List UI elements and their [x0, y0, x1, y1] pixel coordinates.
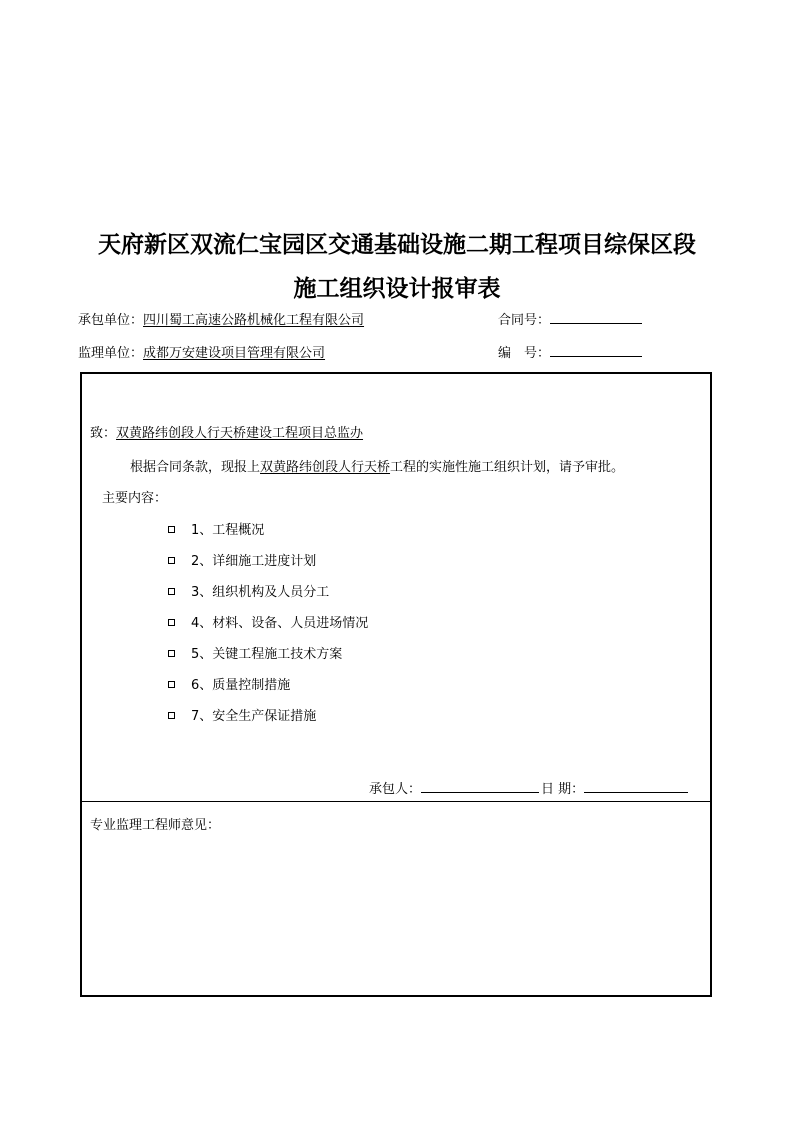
- to-value: 双黄路纬创段人行天桥建设工程项目总监办: [116, 426, 364, 441]
- contractor-value: 四川蜀工高速公路机械化工程有限公司: [143, 313, 365, 328]
- list-item: [168, 581, 329, 600]
- checkbox-icon[interactable]: [168, 712, 175, 719]
- contractor-label: 承包单位：: [78, 313, 144, 328]
- list-item: [168, 674, 290, 693]
- contract-no-label: 合同号：: [498, 313, 551, 328]
- contractor-row: [78, 309, 364, 328]
- list-item-label: 4、材料、设备、人员进场情况: [191, 616, 369, 631]
- form-title: 天府新区双流仁宝园区交通基础设施二期工程项目综保区段: [98, 231, 696, 258]
- body-project: 双黄路纬创段人行天桥: [260, 460, 391, 475]
- section-divider: [82, 801, 710, 802]
- form-subtitle: 施工组织设计报审表: [293, 275, 501, 302]
- list-item: [168, 550, 316, 569]
- checkbox-icon[interactable]: [168, 588, 175, 595]
- addressee-line: [90, 422, 363, 441]
- serial-no-field[interactable]: [550, 344, 642, 357]
- checkbox-icon[interactable]: [168, 526, 175, 533]
- checkbox-icon[interactable]: [168, 681, 175, 688]
- list-item: [168, 612, 368, 631]
- signature-row: [369, 778, 688, 797]
- checkbox-icon[interactable]: [168, 650, 175, 657]
- list-item-label: 7、安全生产保证措施: [191, 709, 317, 724]
- list-item-label: 2、详细施工进度计划: [191, 554, 317, 569]
- list-item: [168, 643, 342, 662]
- list-item-label: 6、质量控制措施: [191, 678, 291, 693]
- list-item-label: 1、工程概况: [191, 523, 265, 538]
- review-form-box: [80, 372, 712, 997]
- supervisor-row: [78, 342, 325, 361]
- to-label: 致：: [90, 426, 117, 441]
- main-content-label: 主要内容：: [102, 491, 168, 506]
- list-item-label: 3、组织机构及人员分工: [191, 585, 330, 600]
- body-suffix: 工程的实施性施工组织计划，请予审批。: [390, 460, 625, 475]
- list-item: [168, 705, 316, 724]
- serial-no-label: 编 号：: [498, 346, 551, 361]
- contractor-sign-label: 承包人：: [369, 782, 422, 797]
- engineer-opinion-label: 专业监理工程师意见：: [90, 818, 221, 833]
- date-field[interactable]: [584, 780, 688, 793]
- serial-no-row: [498, 342, 642, 361]
- checkbox-icon[interactable]: [168, 557, 175, 564]
- date-label: 日 期：: [541, 782, 585, 797]
- contract-no-field[interactable]: [550, 311, 642, 324]
- submission-statement: [130, 456, 624, 475]
- contract-no-row: [498, 309, 642, 328]
- contractor-sign-field[interactable]: [421, 780, 539, 793]
- list-item: [168, 519, 264, 538]
- supervisor-value: 成都万安建设项目管理有限公司: [143, 346, 326, 361]
- list-item-label: 5、关键工程施工技术方案: [191, 647, 343, 662]
- checkbox-icon[interactable]: [168, 619, 175, 626]
- body-prefix: 根据合同条款，现报上: [130, 460, 261, 475]
- supervisor-label: 监理单位：: [78, 346, 144, 361]
